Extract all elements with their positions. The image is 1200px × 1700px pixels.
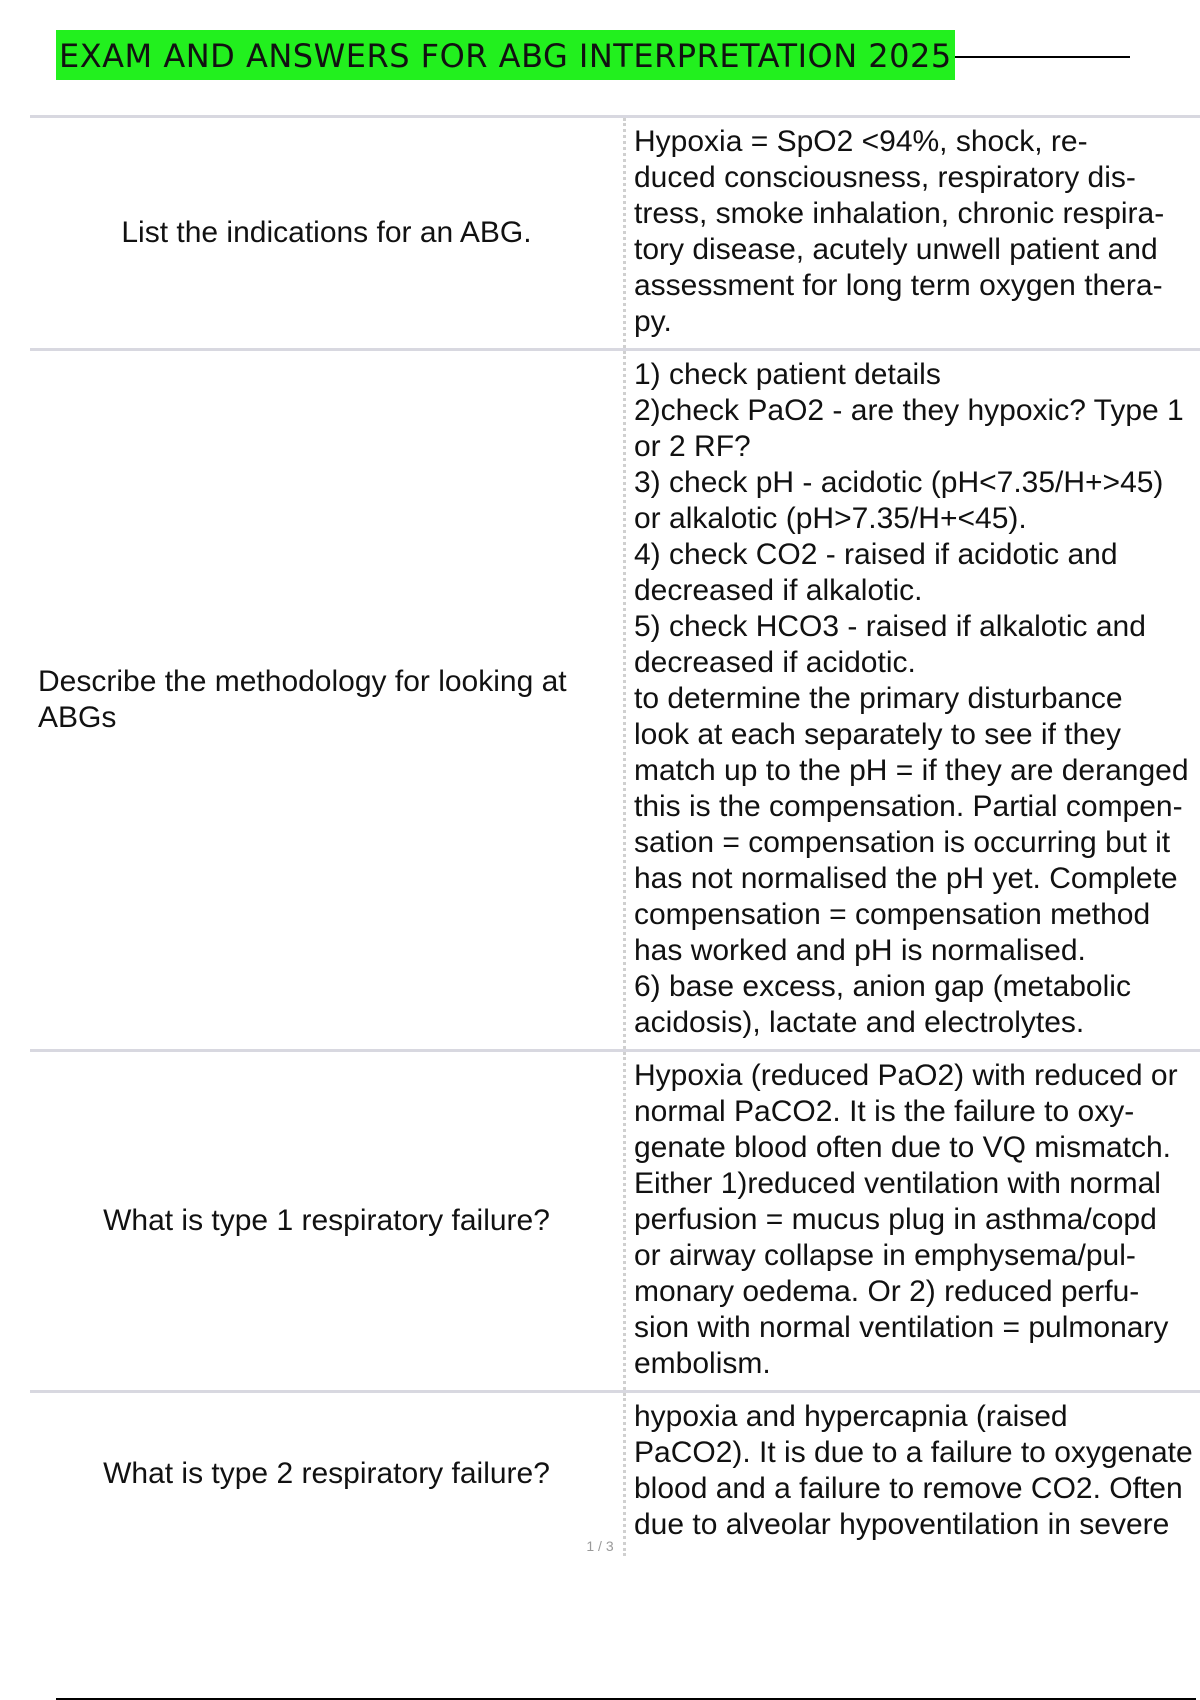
qa-row — [30, 1392, 1200, 1556]
answer-text: 1) check patient details 2)check PaO2 - are they hypoxic? Type 1 or 2 RF? 3) check pH - acidotic (pH<7.35/H+>45) or alkalotic (pH>7.35/H+<45). 4) check CO2 - raised if acidotic and decreased if alkalotic. 5) check HCO3 - raised if alkalotic and decreased if acidotic. to determine the primary disturbance look at each separately to see if they match up to the pH = if they are deranged this is the compensation. Partial compen- sation = compensation is occurring but it has not normalised the pH yet. Complete compensation = compensation method has worked and pH is normalised. 6) base excess, anion gap (metabolic acidosis), lactate and electrolytes. — [634, 358, 1189, 1039]
page-number: 1 / 3 — [586, 1538, 614, 1554]
answer-cell — [625, 1051, 1200, 1392]
answer-text: hypoxia and hypercapnia (raised PaCO2). It is due to a failure to oxygenate blood and a failure to remove CO2. Often due to alveolar hypoventilation in severe — [634, 1400, 1193, 1541]
answer-cell — [625, 117, 1200, 350]
qa-row — [30, 117, 1200, 350]
answer-text: Hypoxia = SpO2 <94%, shock, re- duced consciousness, respiratory dis- tress, smoke inhalation, chronic respira- tory disease, acutely unwell patient and assessment for long term oxygen thera- py. — [634, 125, 1165, 338]
answer-text: Hypoxia (reduced PaO2) with reduced or normal PaCO2. It is the failure to oxy- genate blood often due to VQ mismatch. Either 1)reduced ventilation with normal perfusion = mucus plug in asthma/copd or airway collapse in emphysema/pul- monary oedema. Or 2) reduced perfu- sion with normal ventilation = pulmonary embolism. — [634, 1059, 1178, 1380]
answer-cell — [625, 1392, 1200, 1556]
qa-row — [30, 350, 1200, 1051]
question-cell: What is type 2 respiratory failure? — [30, 1392, 625, 1556]
answer-cell — [625, 350, 1200, 1051]
question-cell: List the indications for an ABG. — [30, 117, 625, 350]
qa-table — [30, 115, 1200, 1556]
question-cell: Describe the methodology for looking at ABGs — [30, 350, 625, 1051]
document-title: EXAM AND ANSWERS FOR ABG INTERPRETATION 2025 — [56, 30, 955, 80]
title-row — [56, 30, 1130, 80]
question-cell: What is type 1 respiratory failure? — [30, 1051, 625, 1392]
qa-row — [30, 1051, 1200, 1392]
